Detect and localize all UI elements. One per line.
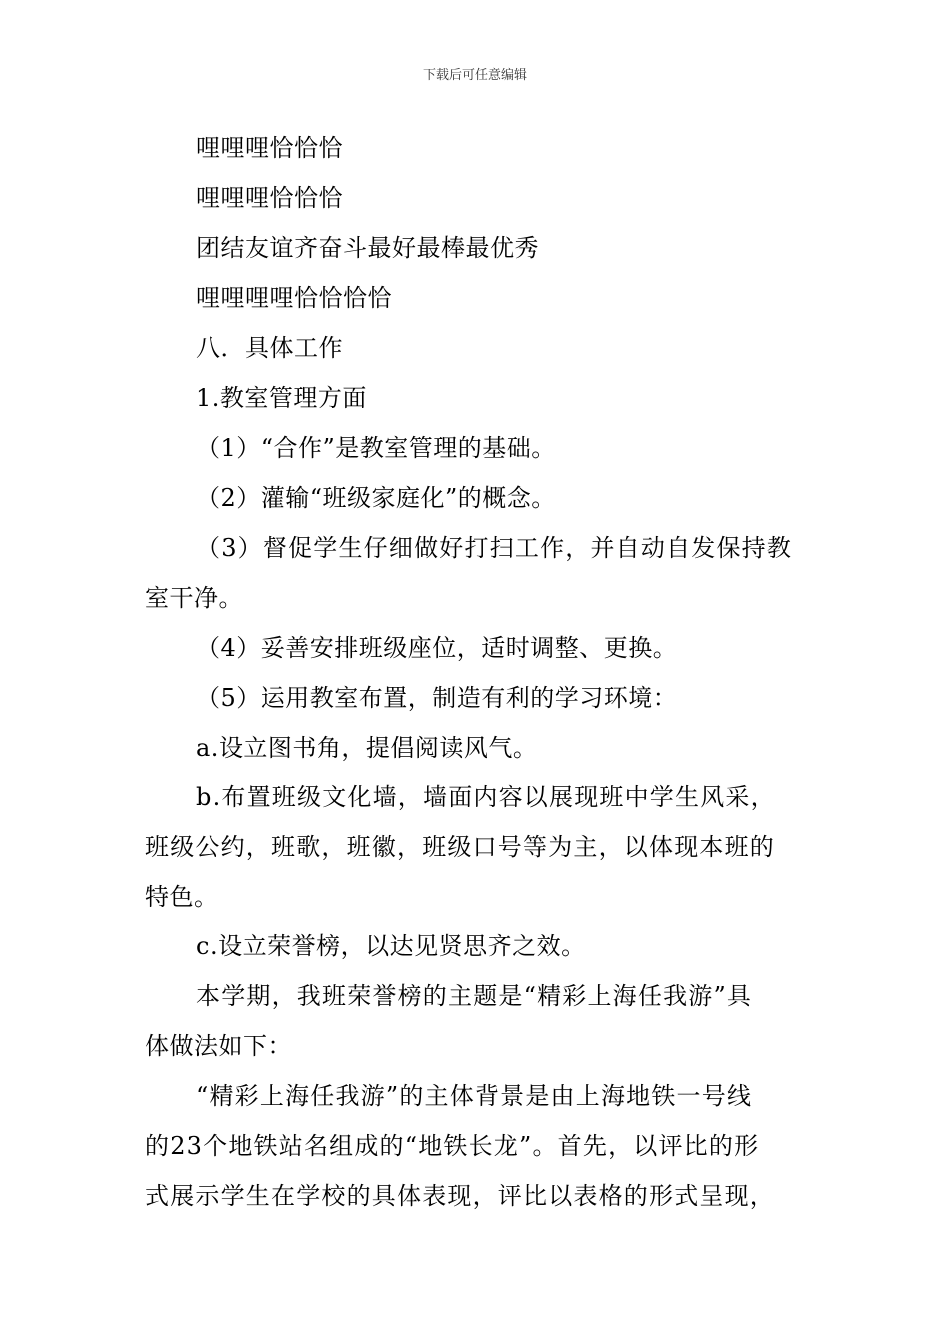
text-line: a.设立图书角，提倡阅读风气。: [196, 734, 538, 762]
text-line: 本学期，我班荣誉榜的主题是“精彩上海任我游”具: [196, 982, 753, 1010]
text-line: 的23个地铁站名组成的“地铁长龙”。首先，以评比的形: [145, 1132, 760, 1160]
text-line: 哩哩哩恰恰恰: [196, 184, 343, 212]
text-line: 团结友谊齐奋斗最好最棒最优秀: [196, 234, 539, 262]
text-line: （1）“合作”是教室管理的基础。: [196, 434, 556, 462]
text-line: （2）灌输“班级家庭化”的概念。: [196, 484, 556, 512]
text-line: 体做法如下：: [145, 1032, 292, 1060]
text-line: b.布置班级文化墙，墙面内容以展现班中学生风采，: [196, 783, 776, 811]
text-line: 哩哩哩恰恰恰: [196, 134, 343, 162]
text-line: （5）运用教室布置，制造有利的学习环境：: [196, 684, 678, 712]
text-line: 哩哩哩哩恰恰恰恰: [196, 284, 392, 312]
text-line: c.设立荣誉榜，以达见贤思齐之效。: [196, 932, 586, 960]
subsection-heading: 1.教室管理方面: [196, 384, 367, 412]
text-line: 式展示学生在学校的具体表现，评比以表格的形式呈现，: [145, 1182, 775, 1210]
section-heading: 八．具体工作: [196, 334, 343, 362]
text-line: 室干净。: [145, 584, 243, 612]
text-line: 班级公约，班歌，班徽，班级口号等为主，以体现本班的: [145, 833, 775, 861]
text-line: （3）督促学生仔细做好打扫工作，并自动自发保持教: [196, 534, 793, 562]
text-line: “精彩上海任我游”的主体背景是由上海地铁一号线: [196, 1082, 753, 1110]
text-line: 特色。: [145, 883, 219, 911]
text-line: （4）妥善安排班级座位，适时调整、更换。: [196, 634, 678, 662]
page-header: 下载后可任意编辑: [422, 68, 527, 83]
